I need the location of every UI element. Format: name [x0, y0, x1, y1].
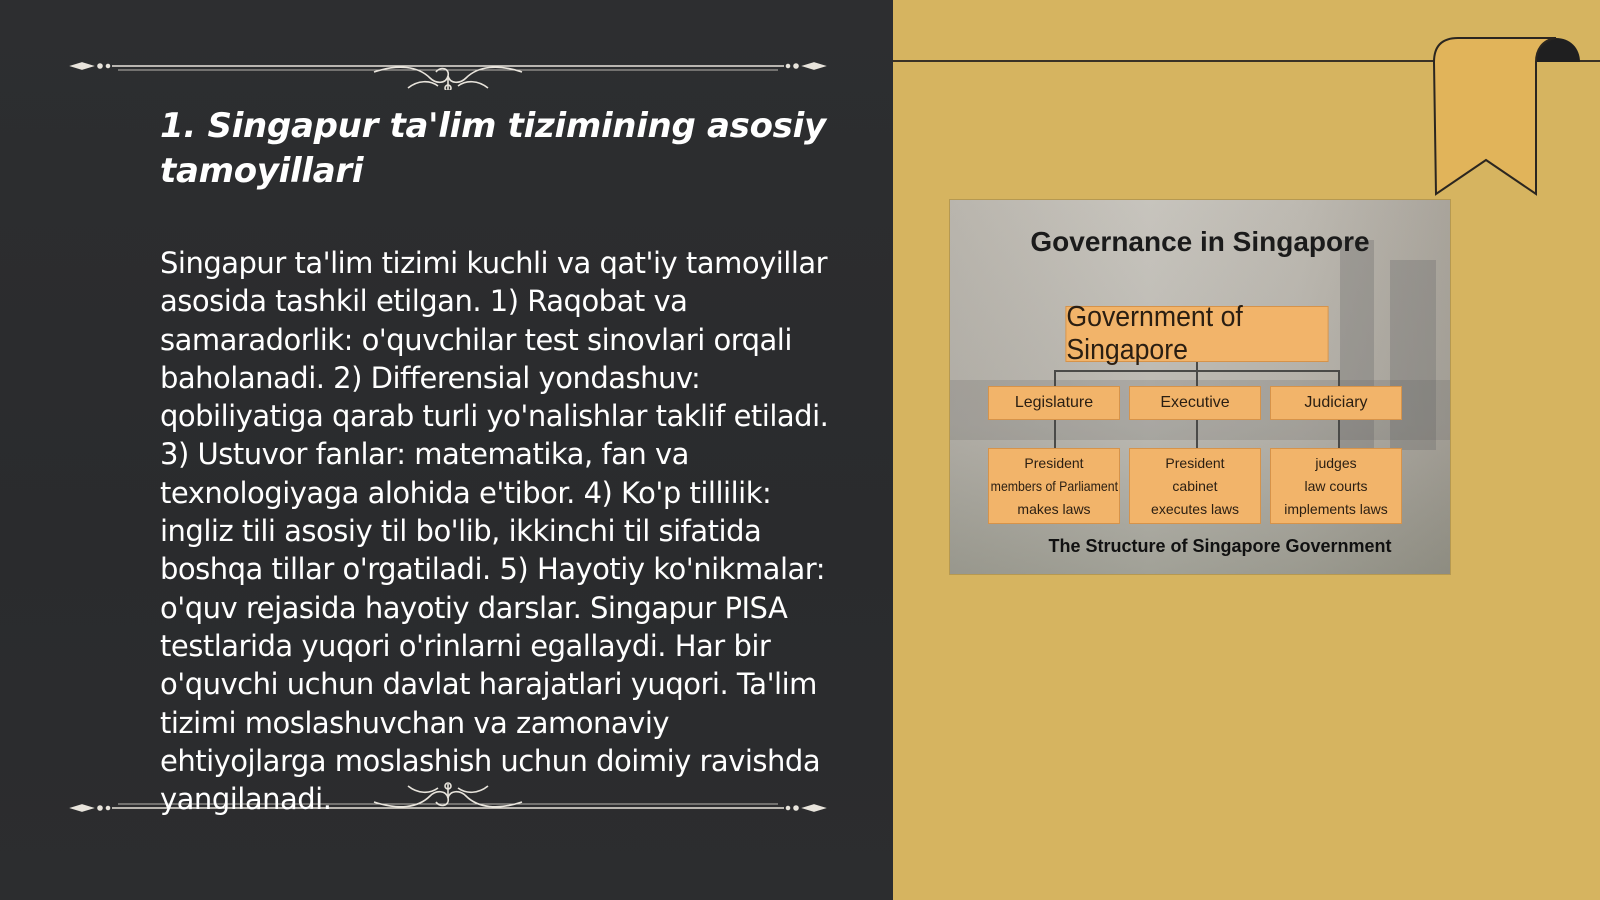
org-connector [1338, 420, 1340, 448]
org-detail-line: President [1165, 454, 1225, 471]
org-connector [1338, 370, 1340, 386]
org-branch-judiciary: Judiciary [1270, 386, 1402, 420]
org-detail-line: implements laws [1284, 500, 1388, 517]
org-connector [1054, 370, 1056, 386]
org-detail-line: President [1024, 454, 1084, 471]
org-detail-executive [1129, 448, 1261, 524]
governance-figure [950, 200, 1450, 574]
org-detail-judiciary [1270, 448, 1402, 524]
org-detail-line: members of Parliament [990, 477, 1118, 494]
org-connector [1196, 370, 1198, 386]
org-connector [1196, 420, 1198, 448]
org-detail-line: cabinet [1172, 477, 1218, 494]
bookmark-ribbon-icon [1430, 34, 1600, 204]
org-detail-line: law courts [1304, 477, 1368, 494]
org-connector [1054, 420, 1056, 448]
org-detail-line: judges [1315, 454, 1357, 471]
org-detail-legislature [988, 448, 1120, 524]
org-detail-line: executes laws [1151, 500, 1239, 517]
figure-title: Governance in Singapore [1030, 226, 1370, 257]
org-detail-line: makes laws [1017, 500, 1091, 517]
org-root-box: Government of Singapore [1065, 306, 1328, 362]
figure-caption: The Structure of Singapore Government [1048, 536, 1392, 556]
ornamental-divider-icon [68, 44, 828, 90]
slide-body-text: Singapur ta'lim tizimi kuchli va qat'iy tamoyillar asosida tashkil etilgan. 1) Raqobat va samaradorlik: o'quvchilar test sinovlari orqali baholanadi. 2) Differensial yondashuv: qobiliyatiga qarab turli yo'nalishlar taklif etiladi. 3) Ustuvor fanlar: matematika, fan va texnologiyaga alohida e'tibor. 4) Ko'p tillilik: ingliz tili asosiy til bo'lib, ikkinchi til sifatida boshqa tillar o'rgatiladi. 5) Hayotiy ko'nikmalar: o'quv rejasida hayotiy darslar. Singapur PISA testlarida yuqori o'rinlarni egallaydi. Har bir o'quvchi uchun davlat harajatlari yuqori. Ta'lim tizimi moslashuvchan va zamonaviy ehtiyojlarga moslashish uchun doimiy ravishda yangilanadi. [160, 246, 829, 817]
slide-title: 1. Singapur ta'lim tizimining asosiy tamoyillari [160, 106, 826, 191]
org-branch-legislature: Legislature [988, 386, 1120, 420]
org-branch-executive: Executive [1129, 386, 1261, 420]
